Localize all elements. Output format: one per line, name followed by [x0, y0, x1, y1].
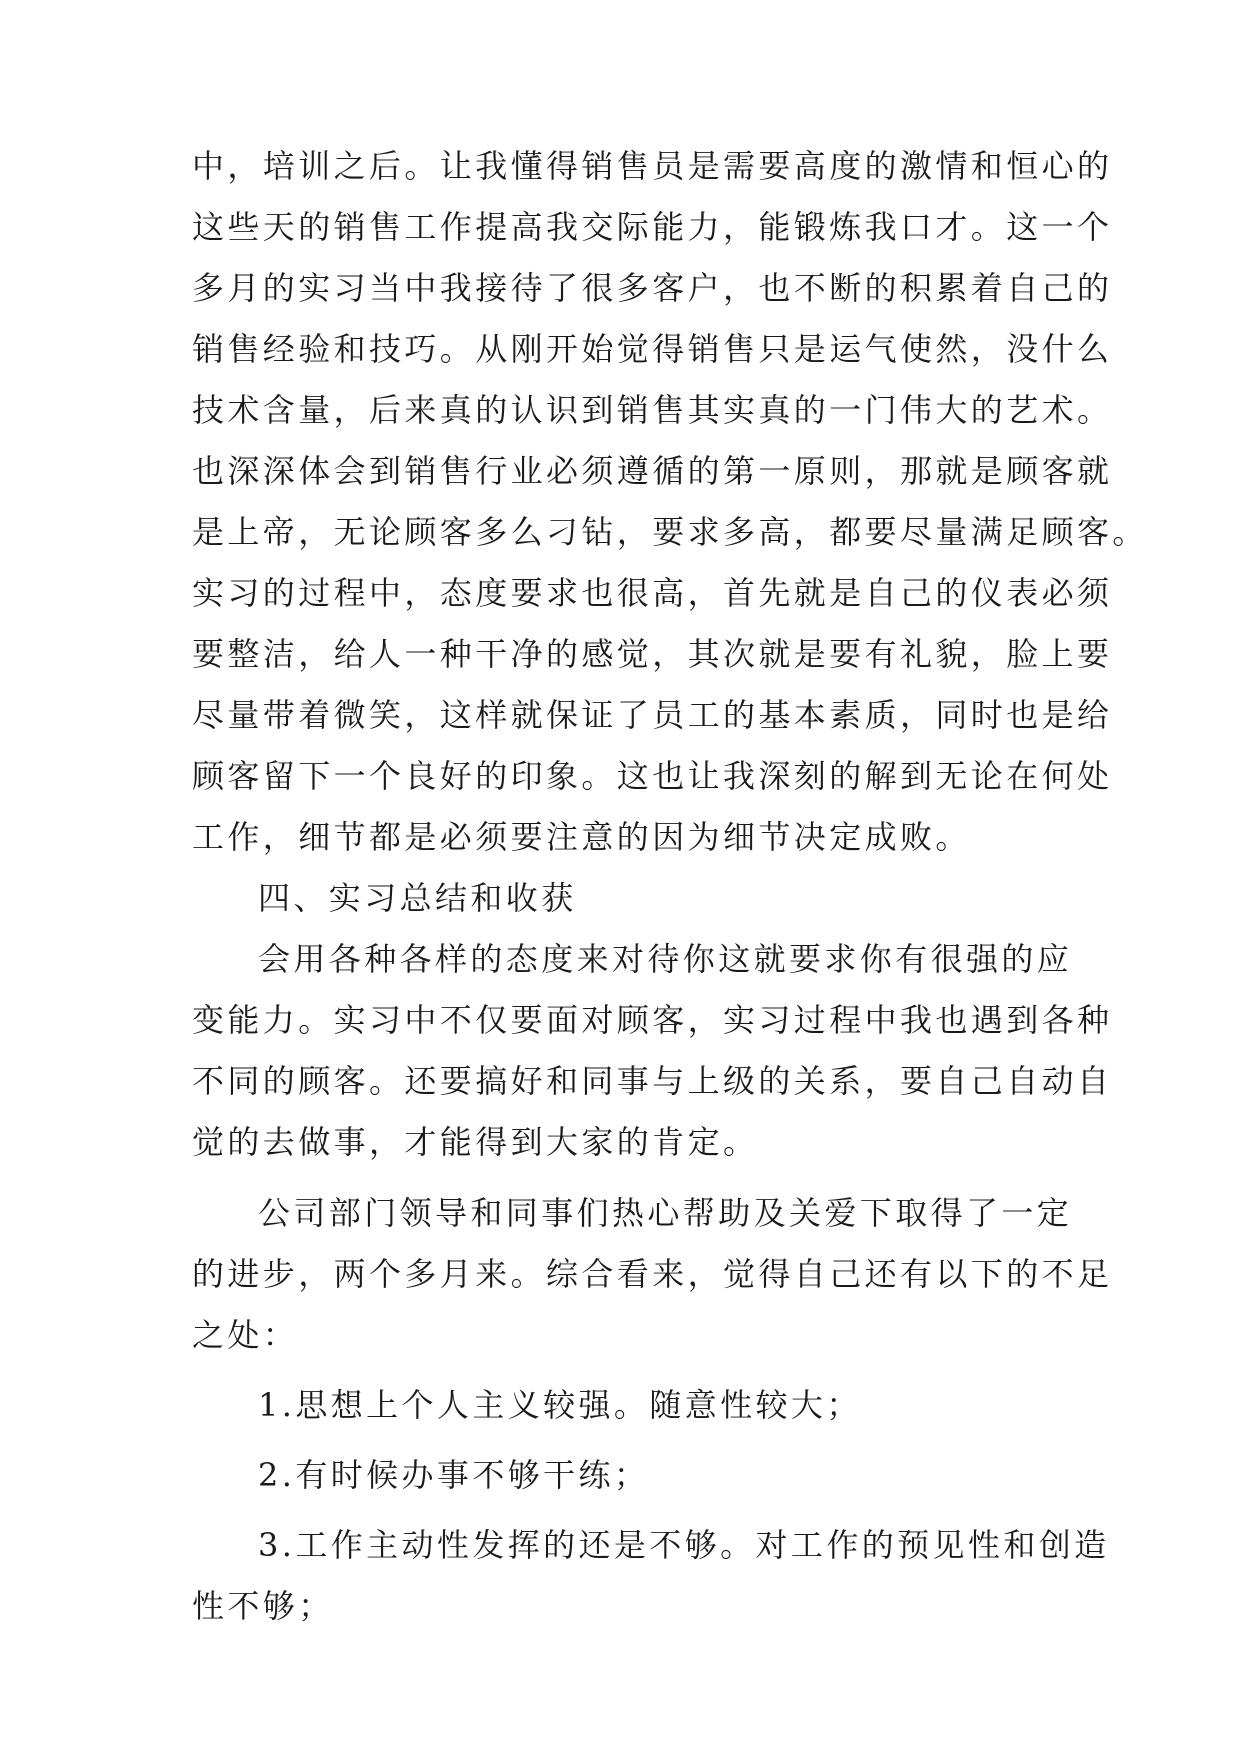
text-line: 这些天的销售工作提高我交际能力，能锻炼我口才。这一个: [192, 208, 1113, 246]
text-line: 公司部门领导和同事们热心帮助及关爱下取得了一定: [258, 1194, 1073, 1232]
text-line: 不同的顾客。还要搞好和同事与上级的关系，要自己自动自: [192, 1062, 1113, 1100]
text-line: 工作，细节都是必须要注意的因为细节决定成败。: [192, 818, 971, 856]
text-line: 也深深体会到销售行业必须遵循的第一原则，那就是顾客就: [192, 452, 1113, 490]
text-line: 会用各种各样的态度来对待你这就要求你有很强的应: [258, 940, 1073, 978]
text-line: 觉的去做事，才能得到大家的肯定。: [192, 1123, 759, 1161]
list-item: 2.有时候办事不够干练；: [258, 1456, 650, 1494]
list-item: 1.思想上个人主义较强。随意性较大；: [258, 1386, 862, 1424]
text-line: 销售经验和技巧。从刚开始觉得销售只是运气使然，没什么: [192, 330, 1113, 368]
text-line: 要整洁，给人一种干净的感觉，其次就是要有礼貌，脸上要: [192, 635, 1113, 673]
list-item: 3.工作主动性发挥的还是不够。对工作的预见性和创造: [258, 1526, 1110, 1564]
text-line: 之处：: [192, 1316, 299, 1354]
text-line: 尽量带着微笑，这样就保证了员工的基本素质，同时也是给: [192, 696, 1113, 734]
text-line: 是上帝，无论顾客多么刁钻，要求多高，都要尽量满足顾客。: [192, 513, 1148, 551]
text-line: 多月的实习当中我接待了很多客户，也不断的积累着自己的: [192, 269, 1113, 307]
text-line: 的进步，两个多月来。综合看来，觉得自己还有以下的不足: [192, 1255, 1113, 1293]
list-item-continuation: 性不够；: [192, 1587, 334, 1625]
text-line: 实习的过程中，态度要求也很高，首先就是自己的仪表必须: [192, 574, 1113, 612]
text-line: 变能力。实习中不仅要面对顾客，实习过程中我也遇到各种: [192, 1001, 1113, 1039]
text-line: 技术含量，后来真的认识到销售其实真的一门伟大的艺术。: [192, 391, 1113, 429]
text-line: 顾客留下一个良好的印象。这也让我深刻的解到无论在何处: [192, 757, 1113, 795]
text-line: 中，培训之后。让我懂得销售员是需要高度的激情和恒心的: [192, 147, 1113, 185]
section-heading: 四、实习总结和收获: [258, 879, 577, 917]
